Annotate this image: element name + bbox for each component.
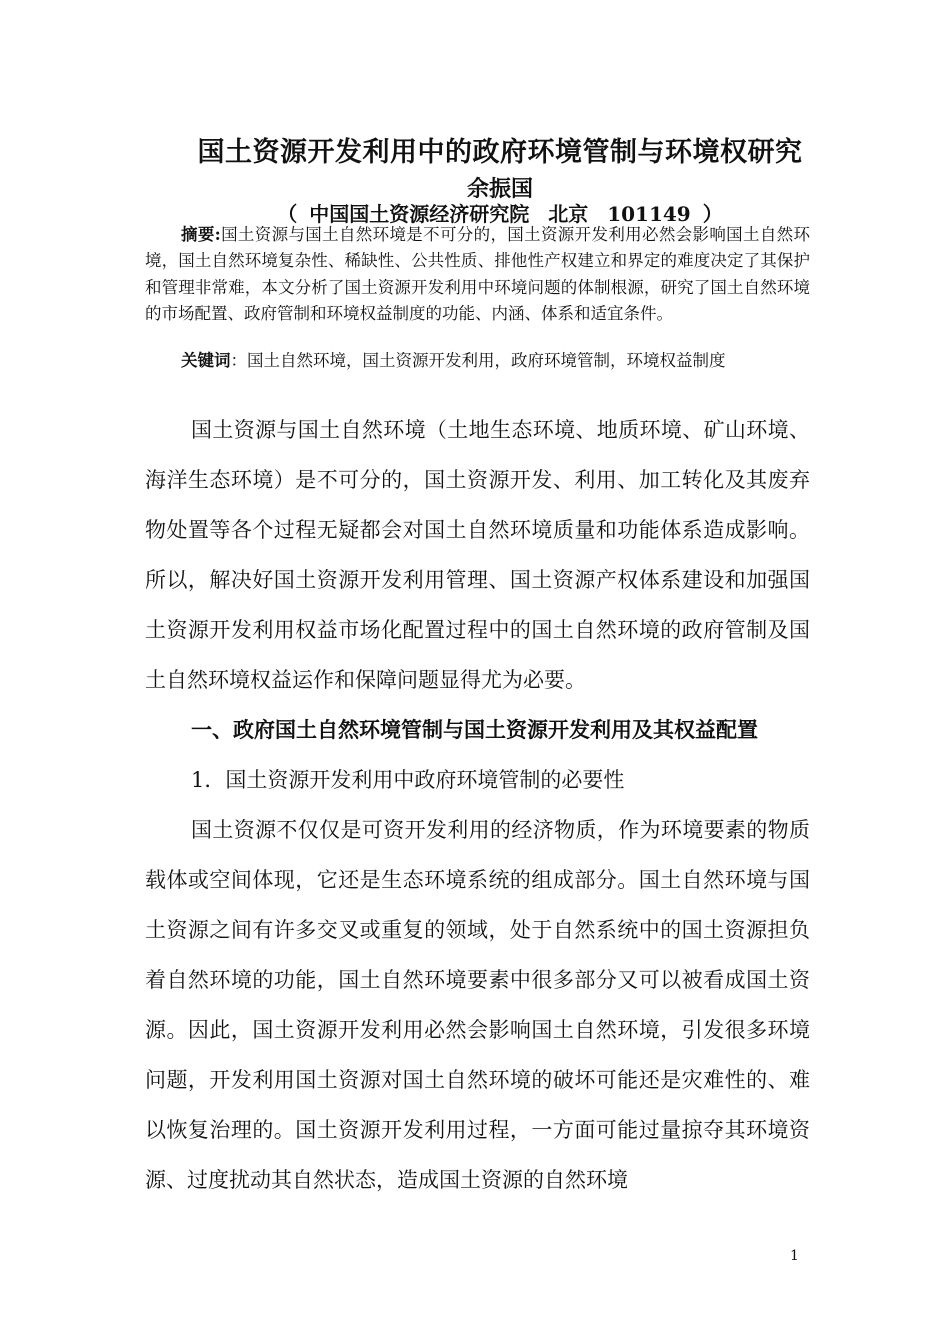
affiliation-city: 北京 — [548, 202, 589, 226]
body-text — [145, 405, 810, 1205]
keywords-label: 关键词 — [181, 351, 231, 370]
paragraph-2: 国土资源不仅仅是可资开发利用的经济物质，作为环境要素的物质载体或空间体现，它还是生态环境系统的组成部分。国土自然环境与国土资源之间有许多交叉或重复的领域，处于自然系统中的国土资源担负着自然环境的功能，国土自然环境要素中很多部分又可以被看成国土资源。因此，国土资源开发利用必然会影响国土自然环境，引发很多环境问题，开发利用国土资源对国土自然环境的破坏可能还是灾难性的、难以恢复治理的。国土资源开发利用过程，一方面可能过量掠夺其环境资源、过度扰动其自然状态，造成国土资源的自然环境 — [145, 818, 810, 1192]
affiliation-org: 中国国土资源经济研究院 — [309, 202, 530, 226]
keywords-text: ：国土自然环境，国土资源开发利用，政府环境管制，环境权益制度 — [230, 351, 726, 370]
abstract — [145, 222, 810, 327]
section-1-heading: 一、政府国土自然环境管制与国土资源开发利用及其权益配置 — [191, 717, 758, 742]
abstract-label: 摘要: — [181, 225, 221, 244]
affiliation-postcode: 101149 — [607, 202, 691, 226]
subsection-1-heading: 1．国土资源开发利用中政府环境管制的必要性 — [191, 768, 625, 792]
page-number: 1 — [790, 1248, 799, 1264]
paragraph-1: 国土资源与国土自然环境（土地生态环境、地质环境、矿山环境、海洋生态环境）是不可分的，国土资源开发、利用、加工转化及其废弃物处置等各个过程无疑都会对国土自然环境质量和功能体系造成影响。所以，解决好国土资源开发利用管理、国土资源产权体系建设和加强国土资源开发利用权益市场化配置过程中的国土自然环境的政府管制及国土自然环境权益运作和保障问题显得尤为必要。 — [145, 418, 810, 692]
paper-title: 国土资源开发利用中的政府环境管制与环境权研究 — [197, 137, 803, 168]
affiliation-open-paren: （ — [277, 202, 298, 226]
author-name: 余振国 — [466, 176, 533, 202]
abstract-text: 国土资源与国土自然环境是不可分的，国土资源开发利用必然会影响国土自然环境，国土自然环境复杂性、稀缺性、公共性质、排他性产权建立和界定的难度决定了其保护和管理非常难，本文分析了国土资源开发利用中环境问题的体制根源，研究了国土自然环境的市场配置、政府管制和环境权益制度的功能、内涵、体系和适宜条件。 — [145, 225, 811, 323]
affiliation-close-paren: ） — [702, 202, 723, 226]
keywords — [145, 348, 810, 374]
